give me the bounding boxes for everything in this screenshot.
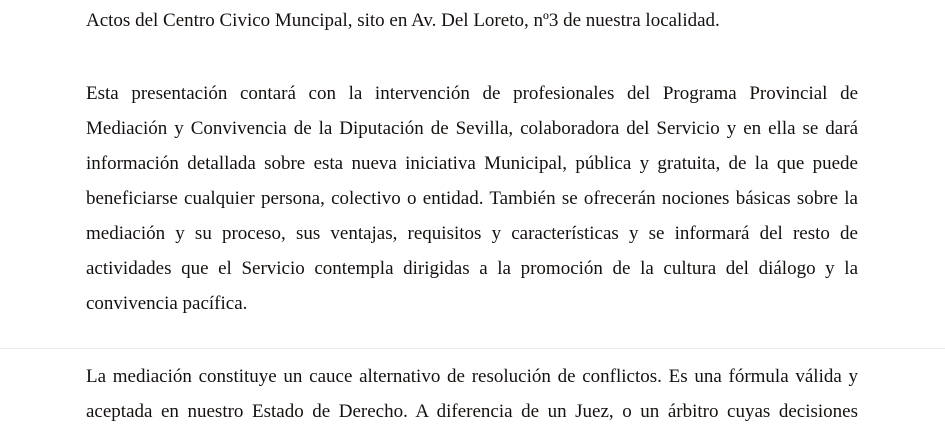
document-text-body xyxy=(86,0,858,429)
paragraph-3 xyxy=(86,359,858,429)
paragraph-gap-2 xyxy=(86,321,858,359)
paragraph-2-line-6: actividades que el Servicio contempla dirigidas a la promoción de la cultura del diálogo y la xyxy=(86,258,858,279)
paragraph-1-line-1: Actos del Centro Civico Muncipal, sito en Av. Del Loreto, nº3 de nuestra localidad. xyxy=(86,10,720,31)
paragraph-2-line-4: beneficiarse cualquier persona, colectivo o entidad. También se ofrecerán nociones básicas sobre la xyxy=(86,188,858,209)
paragraph-2-line-2: Mediación y Convivencia de la Diputación de Sevilla, colaboradora del Servicio y en ella se dará xyxy=(86,118,858,139)
paragraph-1 xyxy=(86,3,858,38)
paragraph-2 xyxy=(86,76,858,321)
paragraph-2-line-5: mediación y su proceso, sus ventajas, requisitos y características y se informará del resto de xyxy=(86,223,858,244)
page-fold-line xyxy=(0,348,945,349)
paragraph-2-line-7: convivencia pacífica. xyxy=(86,293,248,314)
paragraph-gap-1 xyxy=(86,38,858,76)
paragraph-2-line-1: Esta presentación contará con la intervención de profesionales del Programa Provincial de xyxy=(86,83,858,104)
paragraph-3-line-2: aceptada en nuestro Estado de Derecho. A diferencia de un Juez, o un árbitro cuyas decisiones xyxy=(86,401,858,422)
paragraph-2-line-3: información detallada sobre esta nueva iniciativa Municipal, pública y gratuita, de la que puede xyxy=(86,153,858,174)
paragraph-3-line-1: La mediación constituye un cauce alternativo de resolución de conflictos. Es una fórmula válida y xyxy=(86,366,858,387)
